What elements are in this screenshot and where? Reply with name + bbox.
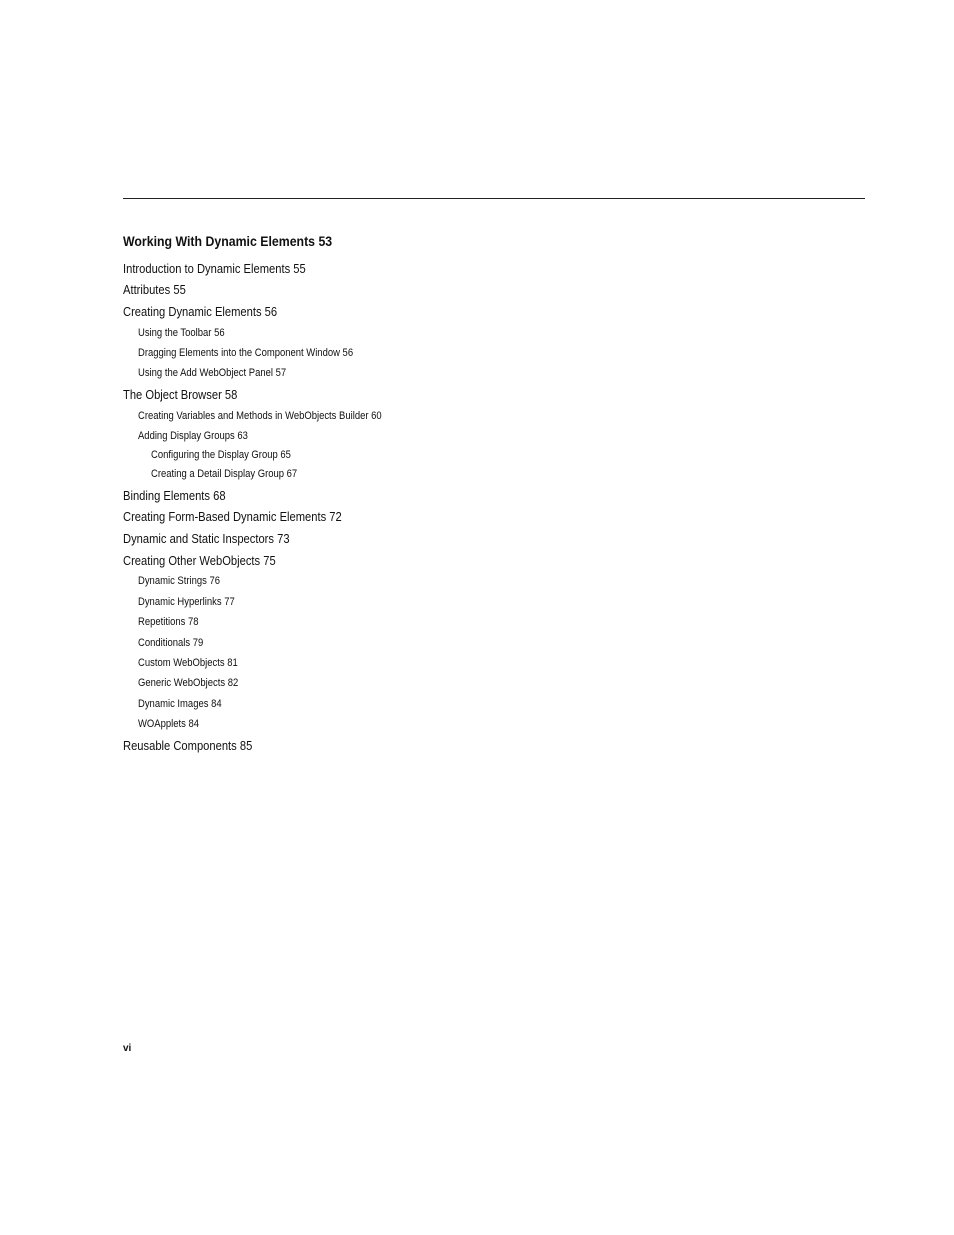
toc-entry-binding-elements[interactable]: Binding Elements 68	[123, 488, 226, 503]
page-number: vi	[123, 1043, 132, 1054]
toc-entry-other-webobjects[interactable]: Creating Other WebObjects 75	[123, 553, 276, 568]
toc-entry-attributes[interactable]: Attributes 55	[123, 282, 186, 297]
header-rule	[123, 198, 865, 199]
toc-entry-add-webobject-panel[interactable]: Using the Add WebObject Panel 57	[138, 367, 287, 379]
chapter-title: Working With Dynamic Elements	[123, 233, 316, 249]
toc-entry-adding-display-groups[interactable]: Adding Display Groups 63	[138, 430, 248, 442]
chapter-page: 53	[318, 233, 333, 249]
toc-entry-inspectors[interactable]: Dynamic and Static Inspectors 73	[123, 531, 290, 546]
toc-entry-generic-webobjects[interactable]: Generic WebObjects 82	[138, 677, 239, 689]
toc-entry-creating-dynamic-elements[interactable]: Creating Dynamic Elements 56	[123, 304, 278, 319]
toc-entry-dynamic-hyperlinks[interactable]: Dynamic Hyperlinks 77	[138, 596, 235, 608]
toc-entry-woapplets[interactable]: WOApplets 84	[138, 718, 200, 730]
toc-entry-dynamic-images[interactable]: Dynamic Images 84	[138, 698, 222, 710]
toc-entry-object-browser[interactable]: The Object Browser 58	[123, 387, 238, 402]
toc-entry-dynamic-strings[interactable]: Dynamic Strings 76	[138, 575, 221, 587]
toc-entry-configuring-display-group[interactable]: Configuring the Display Group 65	[151, 449, 291, 461]
toc-entry-conditionals[interactable]: Conditionals 79	[138, 637, 204, 649]
toc-entry-using-toolbar[interactable]: Using the Toolbar 56	[138, 327, 225, 339]
toc-entry-dragging-elements[interactable]: Dragging Elements into the Component Window 56	[138, 347, 354, 359]
toc-entry-creating-variables[interactable]: Creating Variables and Methods in WebObjects Builder 60	[138, 410, 382, 422]
toc-entry-detail-display-group[interactable]: Creating a Detail Display Group 67	[151, 468, 298, 480]
toc-entry-reusable-components[interactable]: Reusable Components 85	[123, 738, 253, 753]
chapter-heading[interactable]	[123, 234, 332, 248]
toc-entry-custom-webobjects[interactable]: Custom WebObjects 81	[138, 657, 238, 669]
toc-entry-introduction[interactable]: Introduction to Dynamic Elements 55	[123, 261, 306, 276]
toc-entry-form-based-elements[interactable]: Creating Form-Based Dynamic Elements 72	[123, 509, 342, 524]
toc-entry-repetitions[interactable]: Repetitions 78	[138, 616, 199, 628]
